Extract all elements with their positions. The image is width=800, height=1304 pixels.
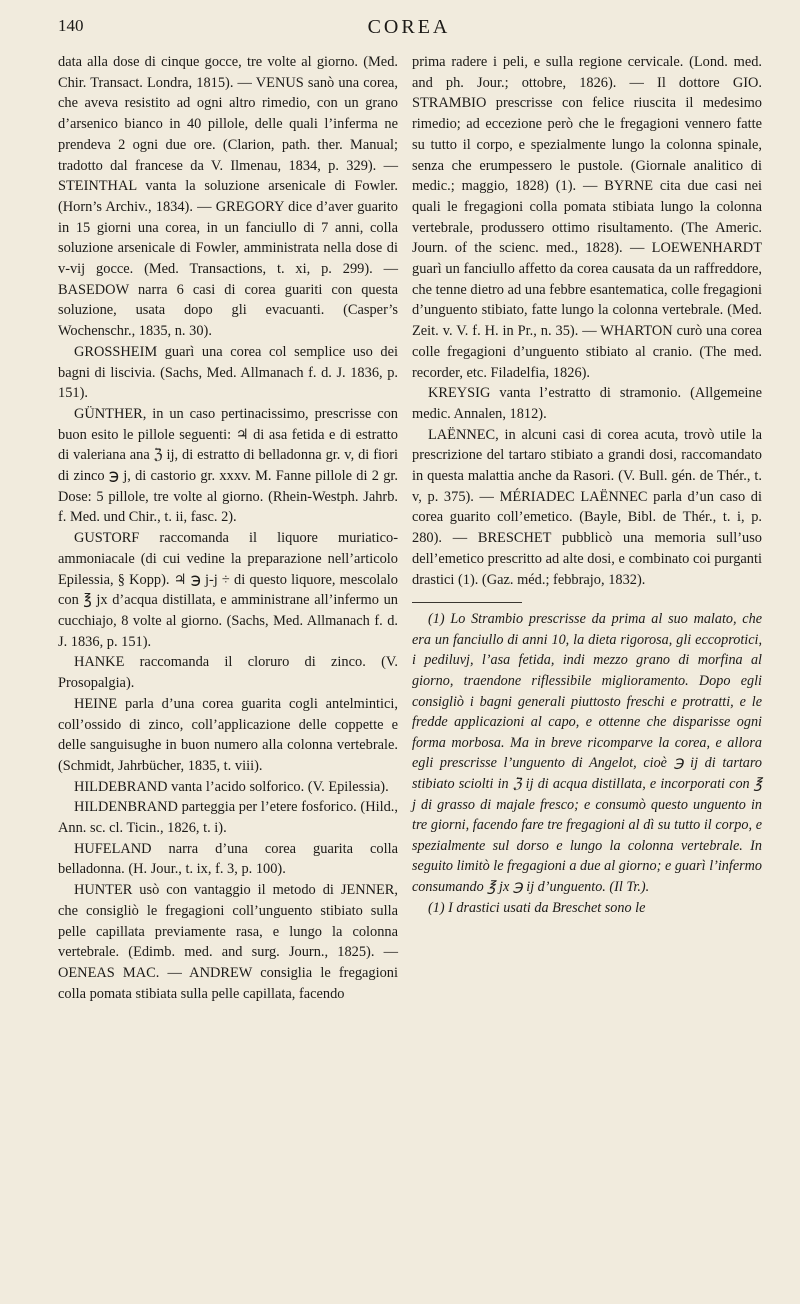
- paragraph: GUSTORF raccomanda il liquore muriatico-ammoniacale (di cui vedine la preparazione nell’articolo Epilessia, § Kopp). ♃ ℈ j-j ÷ di questo liquore, mescolalo con ℥ jx d’acqua distillata, e amministrane all’infermo un cucchiajo, 8 volte al giorno. (Sachs, Med. Allmanach f. d. J. 1836, p. 151).: [58, 530, 398, 650]
- paragraph: GÜNTHER, in un caso pertinacissimo, prescrisse con buon esito le pillole seguenti: ♃ di asa fetida e di estratto di valeriana ana ℨ ij, di estratto di belladonna gr. v, di fiori di zinco ℈ j, di castorio gr. xxxv. M. Fanne pillole di 2 gr. Dose: 5 pillole, tre volte al giorno. (Rhein-Westph. Jahrb. f. Med. und Chir., t. ii, fasc. 2).: [58, 405, 398, 526]
- paragraph: data alla dose di cinque gocce, tre volte al giorno. (Med. Chir. Transact. Londra, 1815). — VENUS sanò una corea, che aveva resistito ad ogni altro rimedio, con un grano d’arsenico bianco in 40 pillole, delle quali l’inferma ne prendeva 2 ogni due ore. (Clarion, path. ther. Manual; tradotto dal francese da V. Ilmenau, 1834, p. 329). — STEINTHAL vanta la soluzione arsenicale di Fowler. (Horn’s Archiv., 1834). — GREGORY dice d’aver guarito in 15 giorni una corea, in un fanciullo di 7 anni, colla soluzione arsenicale di Fowler, amministrata nella dose di v-vij gocce. (Med. Transactions, t. xi, p. 299). — BASEDOW narra 6 casi di corea guariti con questa soluzione, usata dopo gli evacuanti. (Casper’s Wochenschr., 1835, n. 30).: [58, 54, 398, 340]
- paragraph: prima radere i peli, e sulla regione cervicale. (Lond. med. and ph. Jour.; ottobre, 1826). — Il dottore GIO. STRAMBIO prescrisse con felice riuscita il medesimo rimedio; ad eccezione però che le fregagioni vennero fatte su tutto il corpo, e spezialmente lungo la colonna spinale, senza che erumpessero le pustole. (Giornale analitico di medic.; maggio, 1828) (1). — BYRNE cita due casi nei quali le fregagioni colla pomata stibiata lungo la colonna vertebrale, produssero ottimo risultamento. (The Americ. Journ. of the scienc. med., 1828). — LOEWENHARDT guarì un fanciullo affetto da corea causata da un raffreddore, che tenne dietro ad una febbre esantematica, colle fregagioni d’unguento stibiato, fatte lungo la colonna vertebrale. (Med. Zeit. v. V. f. H. in Pr., n. 35). — WHARTON curò una corea colle fregagioni d’unguento stibiato al cranio. (The med. recorder, etc. Filadelfia, 1826).: [412, 54, 762, 381]
- footnote: (1) Lo Strambio prescrisse da prima al suo malato, che era un fanciullo di anni 10, la dieta rigorosa, gli eccoprotici, i pediluvj, l’asa fetida, indi mezzo grano di morfina al giorno, traendone riflessibile miglioramento. Dopo egli consigliò i bagni generali piuttosto freschi e protratti, e le fredde applicazioni al capo, e ottenne che disparisse ogni forma morbosa. Ma in breve ricomparve la corea, e allora egli prescrisse l’unguento di Angelot, cioè ℈ ij di tartaro stibiato sciolti in ℨ ij di acqua distillata, e incorporati con ℥ j di grasso di majale fresco; e consumò questo unguento in tre giorni, facendo fare tre fregagioni al dì su tutto il corpo, e spezialmente sul dorso e lungo la colonna vertebrale. In seguito limitò le fregagioni a due al giorno; e guarì l’infermo consumando ℥ jx ℈ ij d’unguento. (Il Tr.).: [412, 611, 762, 895]
- footnote-separator: [412, 602, 522, 603]
- footnote: (1) I drastici usati da Breschet sono le: [428, 899, 646, 916]
- paragraph: HEINE parla d’una corea guarita cogli antelmintici, coll’ossido di zinco, coll’applicazione delle coppette e delle sanguisughe in buon numero alla colonna vertebrale. (Schmidt, Jahrbücher, 1835, t. viii).: [58, 695, 398, 774]
- paragraph: HILDEBRAND vanta l’acido solforico. (V. Epilessia).: [74, 778, 389, 795]
- page-number: 140: [58, 16, 84, 35]
- paragraph: HANKE raccomanda il cloruro di zinco. (V. Prosopalgia).: [58, 654, 398, 692]
- paragraph: HUFELAND narra d’una corea guarita colla belladonna. (H. Jour., t. ix, f. 3, p. 100).: [58, 840, 398, 878]
- paragraph: KREYSIG vanta l’estratto di stramonio. (Allgemeine medic. Annalen, 1812).: [412, 385, 762, 422]
- paragraph: GROSSHEIM guarì una corea col semplice uso dei bagni di liscivia. (Sachs, Med. Allmanach f. d. J. 1836, p. 151).: [58, 343, 398, 402]
- left-column: [58, 52, 398, 1004]
- running-head: COREA: [367, 16, 451, 38]
- paragraph: LAËNNEC, in alcuni casi di corea acuta, trovò utile la prescrizione del tartaro stibiato a grandi dosi, raccomandato in questa malattia anche da Rasori. (V. Bull. gén. de Thér., t. v, p. 375). — MÉRIADEC LAËNNEC parla d’un caso di corea guarito coll’emetico. (Bayle, Bibl. de Thér., t. i, p. 280). — BRESCHET pubblicò una memoria sull’uso dell’emetico prescritto ad alte dosi, e combinato coi purganti drastici (1). (Gaz. méd.; febbrajo, 1832).: [412, 426, 762, 588]
- page-header: [58, 16, 760, 44]
- paragraph: HILDENBRAND parteggia per l’etere fosforico. (Hild., Ann. sc. cl. Ticin., 1826, t. i).: [58, 799, 398, 837]
- paragraph: HUNTER usò con vantaggio il metodo di JENNER, che consigliò le fregagioni coll’unguento stibiato sulla pelle capillata previamente rasa, e lungo la colonna vertebrale. (Edimb. med. and surg. Journ., 1825). — OENEAS MAC. — ANDREW consiglia le fregagioni colla pomata stibiata sulla pelle capillata, facendo: [58, 882, 398, 1002]
- right-column: [412, 52, 762, 918]
